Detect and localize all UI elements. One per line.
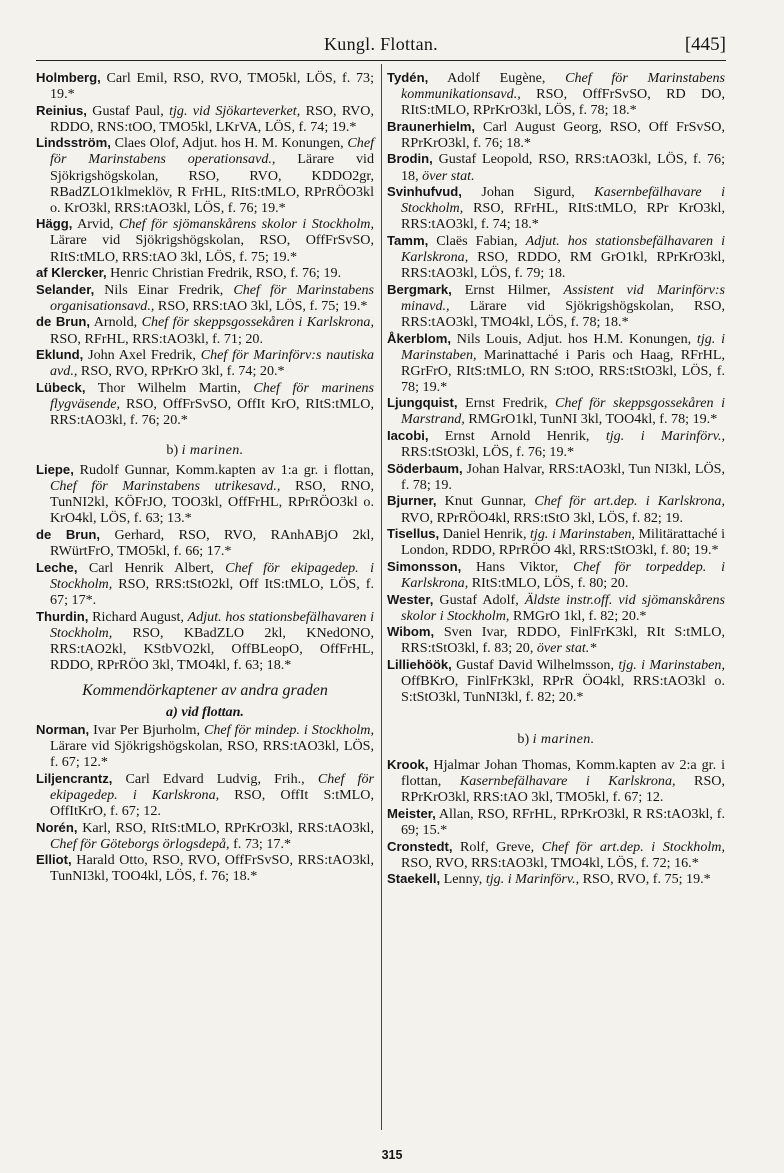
register-entry (387, 657, 725, 705)
entry-text: Carl Henrik Albert, (77, 559, 226, 576)
entry-name: Cronstedt, (387, 838, 453, 854)
entry-title: tjg. i Marinstaben, (530, 526, 635, 543)
register-entry (387, 839, 725, 871)
entry-name: Iacobi, (387, 428, 429, 444)
entry-title: Chef för Göteborgs örlogsdepå, (50, 835, 230, 852)
register-entry (36, 135, 374, 215)
entry-name: Thurdin, (36, 608, 89, 624)
register-entry (387, 70, 725, 118)
entry-text: RSO, RRS:tAO 3kl, LÖS, f. 75; 19.* (154, 297, 368, 314)
entry-text: RItS:tMLO, LÖS, f. 80; 20. (468, 574, 629, 591)
register-entry (387, 233, 725, 281)
entry-text: Arvid, (72, 216, 119, 233)
register-entry (36, 462, 374, 526)
register-entry (36, 852, 374, 884)
entry-text: Gustaf Leopold, RSO, RRS:tAO3kl, LÖS, f. 76; 18, (401, 151, 725, 184)
entry-text: Knut Gunnar, (436, 493, 535, 510)
entry-name: Tydén, (387, 70, 429, 85)
entry-title: Äldste instr.off. vid sjömanskårens skolor i Stockholm, (401, 591, 725, 624)
entry-text: RSO, OffIt S:tMLO, OffItKrO, f. 67; 12. (50, 786, 374, 820)
entry-title: Kasernbefälhavare i Karlskrona, (459, 773, 676, 790)
register-entry (387, 395, 725, 427)
entry-text: Hjalmar Johan Thomas, Komm.kapten av 2:a gr. i flottan, (401, 757, 725, 790)
register-entry (387, 806, 725, 838)
entry-name: Simonsson, (387, 558, 462, 574)
entry-text: Adolf Eugène, (428, 70, 566, 86)
register-entry (387, 461, 725, 493)
entry-text: Richard August, (88, 608, 188, 625)
entry-text: Rudolf Gunnar, Komm.kapten av 1:a gr. i flottan, (73, 462, 374, 479)
entry-text: Sven Ivar, RDDO, FinlFrK3kl, RIt S:tMLO, RRS:tStO3kl, f. 83; 20, (401, 624, 725, 657)
register-entry (387, 493, 725, 525)
entry-name: Lilliehöök, (387, 656, 452, 672)
entry-text: Gustaf David Wilhelmsson, (451, 656, 619, 673)
entry-text: Arnold, (90, 314, 142, 331)
entry-name: Eklund, (36, 347, 84, 363)
entry-title: över stat.* (536, 640, 597, 657)
entry-title: över stat. (422, 167, 475, 184)
subheading-flottan: a) vid flottan. (166, 703, 244, 720)
entries-list (36, 462, 374, 673)
register-entry (36, 282, 374, 314)
entry-text: Ivar Per Bjurholm, (89, 722, 204, 739)
entries-list (36, 70, 374, 428)
entry-name: Staekell, (387, 871, 441, 887)
entry-title: tjg. vid Sjökarteverket, (169, 102, 301, 119)
register-entry (387, 151, 725, 183)
register-entry (36, 560, 374, 608)
entry-text: Claes Olof, Adjut. hos H. M. Konungen, (110, 135, 348, 152)
entry-text: Lärare vid Sjökrigshögskolan, RSO, OffFrSvSO, RItS:tMLO, RRS:tAO 3kl, LÖS, f. 75; 19.* (50, 232, 374, 265)
register-entry (36, 527, 374, 559)
entry-name: Liljencrantz, (36, 770, 113, 786)
entry-text: Carl Emil, RSO, RVO, TMO5kl, LÖS, f. 73; 19.* (50, 70, 374, 103)
entry-title: Chef för mindep. i Stockholm, (203, 722, 374, 739)
entry-title: Chef för art.dep. i Karlskrona, (534, 493, 726, 510)
register-entry (36, 380, 374, 428)
entry-title: tjg. i Marinförv., (485, 871, 580, 888)
entry-text: RSO, OffFrSvSO, RD DO, RItS:tMLO, RPrKrO3kl, LÖS, f. 78; 18.* (401, 86, 725, 119)
entry-text: Henric Christian Fredrik, RSO, f. 76; 19. (106, 265, 342, 282)
entry-text: Lenny, (440, 871, 486, 888)
left-column (36, 70, 374, 885)
entry-name: Bergmark, (387, 281, 452, 297)
entry-name: Bjurner, (387, 493, 437, 509)
page-number: [445] (684, 34, 726, 55)
entry-text: RSO, RFrHL, RItS:tMLO, RPr KrO3kl, RRS:tAO3kl, f. 74; 18.* (401, 200, 725, 233)
entry-title: tjg. i Marinförv., (605, 428, 725, 445)
entry-title: Chef för ekipagedep. i Karlskrona, (50, 770, 375, 803)
entry-text: Marinattaché i Paris och Haag, RFrHL, RGrFrO, RItS:tMLO, RN S:tOO, RRS:tStO3kl, LÖS, f. 78; 19.* (401, 346, 725, 395)
entry-title: Chef för Marinförv:s nautiska avd., (50, 347, 374, 380)
entry-text: Allan, RSO, RFrHL, RPrKrO3kl, R RS:tAO3kl, f. 69; 15.* (401, 806, 725, 839)
entry-title: Kasernbefälhavare i Stockholm, (401, 184, 726, 217)
register-entry (36, 722, 374, 770)
entry-title: Chef för Marinstabens organisationsavd., (50, 281, 374, 314)
register-entry (36, 314, 374, 346)
register-entry (387, 592, 725, 624)
entry-title: Chef för sjömanskårens skolor i Stockholm, (118, 216, 374, 233)
entry-text: RSO, RVO, RPrKrO 3kl, f. 74; 20.* (77, 363, 285, 380)
entry-name: Lübeck, (36, 379, 86, 395)
register-entry (387, 428, 725, 460)
register-entry (387, 559, 725, 591)
entry-text: Lärare vid Sjökrigshögskolan, RSO, RVO, KDDO2gr, RBadZLO1klmeklöv, R FrHL, RItS:tMLO, RPrRÖO3kl o. KrO3kl, RRS:tAO3kl, LÖS, f. 76; 19.* (50, 151, 374, 216)
register-entry (36, 820, 374, 852)
entry-name: Åkerblom, (387, 330, 452, 346)
entry-text: Gustaf Adolf, (433, 591, 525, 608)
entry-name: Wester, (387, 591, 434, 607)
entry-name: Krook, (387, 757, 429, 773)
subheading-marinen: b) i marinen. (166, 442, 244, 459)
entry-text: Harald Otto, RSO, RVO, OffFrSvSO, RRS:tAO3kl, TunNI3kl, TOO4kl, LÖS, f. 76; 18.* (50, 852, 374, 885)
entry-text: Claës Fabian, (428, 232, 526, 249)
register-entry (387, 184, 725, 232)
entry-text: RVO, RPrRÖO4kl, RRS:tStO 3kl, LÖS, f. 82; 19. (401, 509, 683, 526)
entry-text: Thor Wilhelm Martin, (85, 379, 254, 396)
entry-text: Nils Louis, Adjut. hos H.M. Konungen, (451, 330, 697, 347)
entries-list (387, 70, 725, 705)
entry-text: RSO, RVO, RDDO, RNS:tOO, TMO5kl, LKrVA, LÖS, f. 74; 19.* (50, 102, 374, 135)
entry-name: Lindsström, (36, 135, 111, 151)
entry-text: Militärattaché i London, RDDO, RPrRÖO 4kl, RRS:tStO3kl, f. 80; 19.* (401, 526, 725, 559)
entry-name: Reinius, (36, 102, 87, 118)
entry-title: Chef för skeppsgossekåren i Karlskrona, (141, 314, 375, 331)
entry-name: Wibom, (387, 624, 435, 640)
entry-title: Chef för Marinstabens utrikesavd., (50, 478, 281, 495)
entry-text: Carl Edvard Ludvig, Frih., (112, 770, 318, 787)
entry-name: de Brun, (36, 527, 101, 543)
entry-text: Daniel Henrik, (439, 526, 531, 543)
entry-title: Assistent vid Marinförv:s minavd., (401, 281, 725, 314)
entry-text: RMGrO1kl, TunNI 3kl, TOO4kl, f. 78; 19.* (464, 411, 718, 428)
register-entry (36, 70, 374, 102)
entries-list (387, 757, 725, 887)
entry-name: Selander, (36, 281, 95, 297)
entry-name: Söderbaum, (387, 460, 463, 476)
register-entry (387, 331, 725, 395)
entry-text: Gustaf Paul, (86, 102, 170, 119)
entry-text: Lärare vid Sjökrigshögskolan, RSO, RRS:tAO3kl, TMO4kl, LÖS, f. 78; 18.* (401, 297, 725, 330)
entry-name: Leche, (36, 559, 78, 575)
register-entry (387, 624, 725, 656)
entry-text: RSO, RNO, TunNI2kl, KÖFrJO, TOO3kl, OffFrHL, RPrRÖO3kl o. KrO4kl, LÖS, f. 63; 13.* (50, 478, 374, 527)
entry-text: Hans Viktor, (461, 558, 574, 575)
entry-title: Adjut. hos stationsbefälhavaren i Karlskrona, (401, 232, 725, 266)
entry-text: RSO, KBadZLO 2kl, KNedONO, RRS:tAO2kl, KStbVO2kl, OffBLeopO, OffFrHL, RDDO, RPrRÖO 3kl, TMO4kl, f. 63; 18.* (50, 624, 374, 673)
entry-title: Chef för marinens flygväsende, (50, 379, 374, 412)
entry-text: Johan Sigurd, (461, 184, 595, 201)
entry-name: Tamm, (387, 232, 429, 248)
running-title: Kungl. Flottan. (323, 34, 438, 54)
entry-text: Carl August Georg, RSO, Off FrSvSO, RPrKrO3kl, f. 76; 18.* (401, 118, 725, 151)
entry-title: tjg. i Marinstaben, (618, 656, 725, 673)
entry-text: RMGrO 1kl, f. 82; 20.* (509, 607, 647, 624)
entry-title: Chef för ekipagedep. i Stockholm, (50, 559, 374, 592)
entry-text: Johan Halvar, RRS:tAO3kl, Tun NI3kl, LÖS, f. 78; 19. (401, 460, 725, 493)
footer-page-number: 315 (381, 1148, 403, 1162)
entry-name: af Klercker, (36, 265, 107, 281)
register-entry (387, 119, 725, 151)
entry-name: Hägg, (36, 216, 73, 232)
register-entry (387, 757, 725, 805)
entry-text: OffBKrO, FinlFrK3kl, RPrR ÖO4kl, RRS:tAO3kl o. S:tStO3kl, TunNI3kl, f. 82; 20.* (401, 672, 725, 706)
register-entry (36, 216, 374, 264)
entry-name: Svinhufvud, (387, 184, 462, 200)
entry-text: RSO, RVO, f. 75; 19.* (579, 871, 711, 888)
entry-name: de Brun, (36, 314, 91, 330)
entry-text: RRS:tStO3kl, LÖS, f. 76; 19.* (401, 444, 575, 461)
right-column (387, 70, 725, 888)
entry-text: Ernst Hilmer, (451, 281, 564, 298)
entry-name: Liepe, (36, 462, 74, 478)
register-entry (36, 103, 374, 135)
entry-text: Rolf, Greve, (452, 838, 542, 855)
entry-text: Gerhard, RSO, RVO, RAnhABjO 2kl, RWürtFrO, TMO5kl, f. 66; 17.* (50, 527, 374, 560)
entry-title: Adjut. hos stationsbefälhavaren i Stockholm, (50, 608, 374, 641)
entry-text: Ernst Arnold Henrik, (428, 428, 606, 445)
column-rule (381, 64, 382, 1130)
entry-text: Ernst Fredrik, (457, 395, 555, 412)
entry-text: John Axel Fredrik, (83, 347, 201, 364)
entry-name: Brodin, (387, 151, 433, 167)
register-entry (36, 609, 374, 673)
subheading-marinen: b) i marinen. (517, 731, 595, 748)
register-entry (36, 265, 374, 281)
entry-title: Chef för torpeddep. i Karlskrona, (401, 558, 725, 591)
entry-title: Chef för art.dep. i Stockholm, (541, 838, 725, 855)
header-rule (36, 60, 726, 61)
entry-name: Norén, (36, 819, 78, 835)
entry-name: Norman, (36, 722, 90, 738)
entry-text: Lärare vid Sjökrigshögskolan, RSO, RRS:tAO3kl, LÖS, f. 67; 12.* (50, 738, 374, 771)
entry-name: Braunerhielm, (387, 118, 476, 134)
entry-text: RSO, RFrHL, RRS:tAO3kl, f. 71; 20. (50, 330, 264, 347)
entry-title: tjg. i Marinstaben, (401, 330, 725, 363)
entry-text: f. 73; 17.* (229, 835, 292, 852)
entry-name: Ljungquist, (387, 395, 458, 411)
register-entry (387, 871, 725, 887)
entry-name: Tisellus, (387, 526, 440, 542)
register-entry (36, 771, 374, 819)
entry-text: RSO, RPrKrO3kl, RRS:tAO 3kl, TMO5kl, f. 67; 12. (401, 773, 725, 806)
entry-text: RSO, RDDO, RM GrO1kl, RPrKrO3kl, RRS:tAO3kl, LÖS, f. 79; 18. (401, 249, 725, 282)
entry-title: Chef för Marinstabens operationsavd., (50, 135, 374, 168)
entry-text: Nils Einar Fredrik, (94, 281, 234, 298)
entry-text: RSO, RVO, RRS:tAO3kl, TMO4kl, LÖS, f. 72; 16.* (401, 854, 699, 871)
entry-title: Chef för skeppsgossekåren i Marstrand, (401, 395, 725, 428)
entry-text: RSO, RRS:tStO2kl, Off ItS:tMLO, LÖS, f. 67; 17*. (50, 575, 374, 608)
entry-text: RSO, OffFrSvSO, OffIt KrO, RItS:tMLO, RRS:tAO3kl, f. 76; 20.* (50, 395, 374, 428)
entry-title: Chef för Marinstabens kommunikationsavd., (401, 70, 725, 103)
entry-name: Elliot, (36, 852, 72, 868)
section-heading: Kommendörkaptener av andra graden (82, 681, 328, 699)
entry-name: Holmberg, (36, 70, 101, 85)
register-entry (387, 282, 725, 330)
entries-list (36, 722, 374, 884)
entry-text: Karl, RSO, RItS:tMLO, RPrKrO3kl, RRS:tAO3kl, (77, 819, 374, 836)
register-entry (387, 526, 725, 558)
entry-name: Meister, (387, 806, 436, 822)
register-entry (36, 347, 374, 379)
